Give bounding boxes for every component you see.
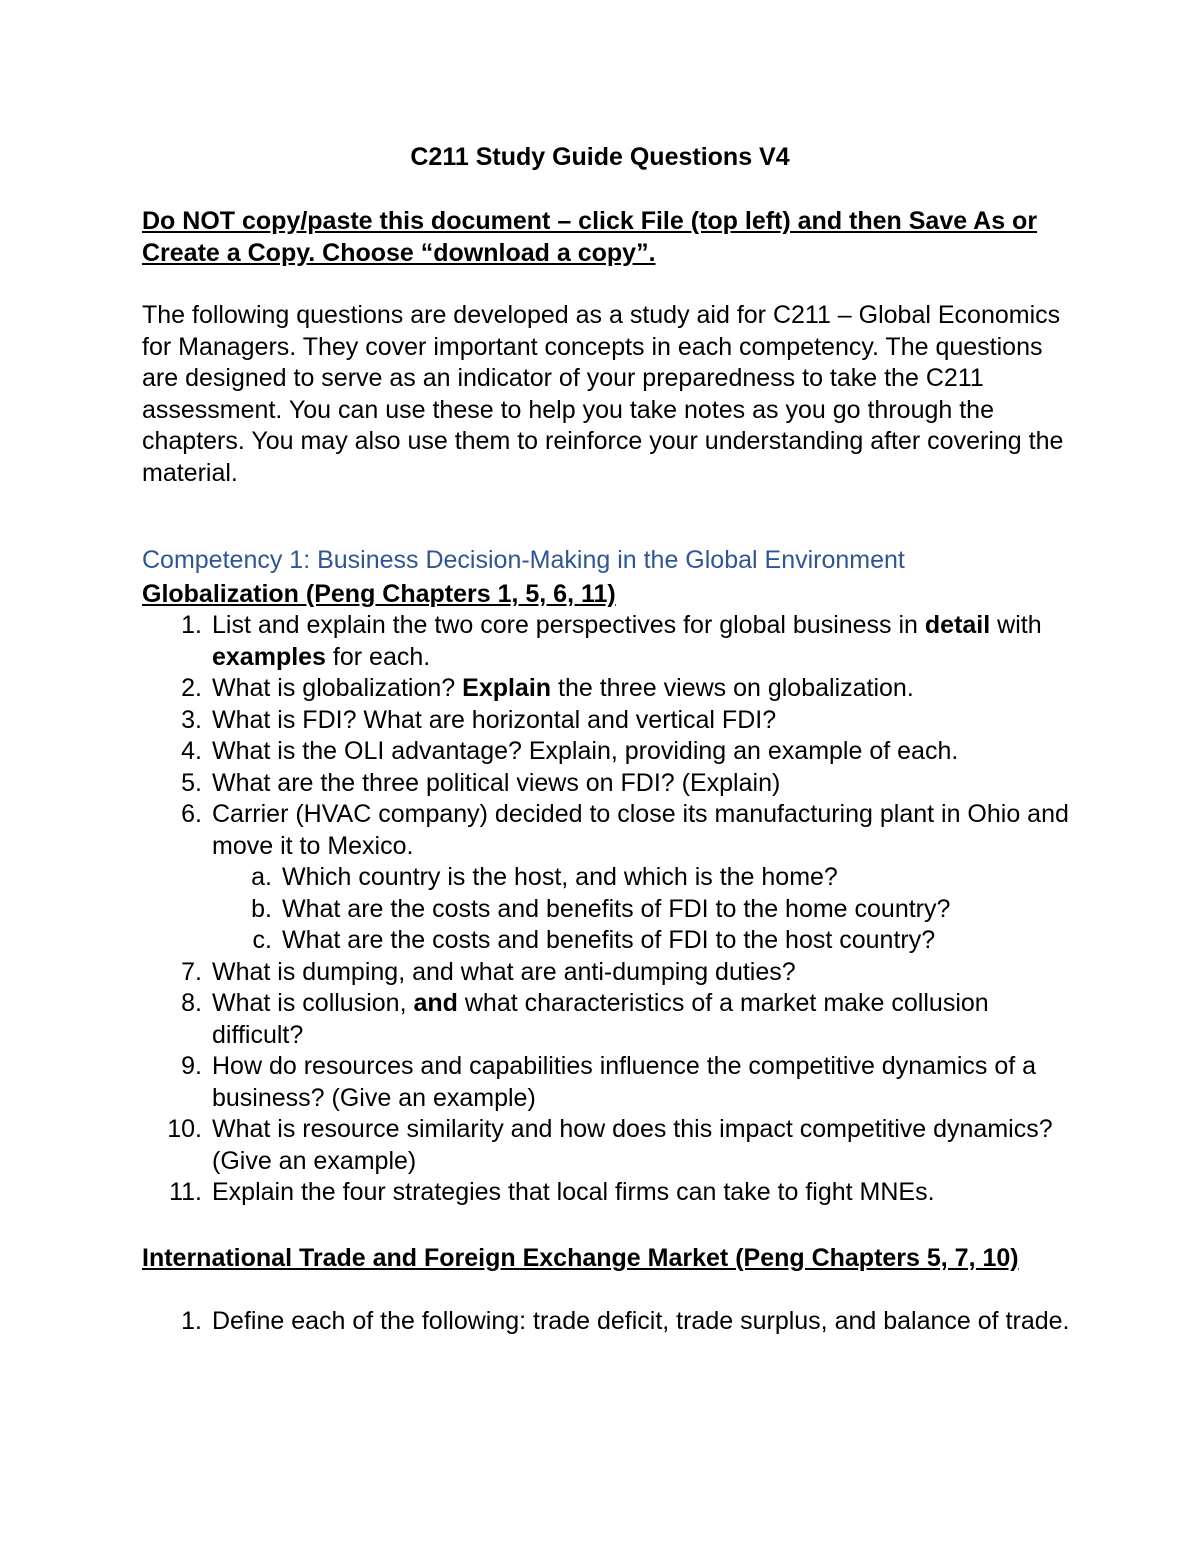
question-number: 7. — [181, 957, 202, 986]
question-number: 5. — [181, 768, 202, 797]
sub-question-list — [212, 862, 1072, 957]
sub-list-item: a. Which country is the host, and which is the home? — [251, 863, 838, 891]
question-number: 11. — [169, 1178, 202, 1206]
question-text: How do resources and capabilities influence the competitive dynamics of a business? (Give an example) — [212, 1052, 1037, 1112]
question-number: 9. — [181, 1052, 202, 1080]
question-number: 1. — [181, 611, 202, 639]
question-text: Carrier (HVAC company) decided to close its manufacturing plant in Ohio and move it to Mexico. — [212, 800, 1069, 860]
intro-paragraph: The following questions are developed as a study aid for C211 – Global Economics for Managers. They cover important concepts in each competency. The questions are designed to serve as an indicator of your preparedness to take the C211 assessment. You can use these to help you take notes as you go through the chapters. You may also use them to reinforce your understanding after covering the material. — [142, 301, 1064, 487]
trade-question-list — [142, 1306, 1072, 1338]
question-text: What is FDI? What are horizontal and vertical FDI? — [212, 705, 777, 734]
list-item — [142, 705, 1072, 737]
competency-heading: Competency 1: Business Decision-Making in the Global Environment — [142, 546, 905, 574]
question-number: 3. — [181, 705, 202, 734]
list-item — [142, 1177, 1072, 1209]
question-text: Explain the four strategies that local firms can take to fight MNEs. — [212, 1178, 935, 1206]
globalization-question-list — [142, 610, 1072, 1209]
list-item: 1. List and explain the two core perspectives for global business in detail with examples for each. — [142, 610, 1072, 673]
list-item — [142, 768, 1072, 800]
list-item — [142, 799, 1072, 957]
list-item — [142, 1051, 1072, 1114]
question-text: Define each of the following: trade deficit, trade surplus, and balance of trade. — [212, 1307, 1070, 1335]
list-item — [142, 1114, 1072, 1177]
copy-warning: Do NOT copy/paste this document – click File (top left) and then Save As or Create a Copy. Choose “download a copy”. — [142, 207, 1038, 267]
question-number: 1. — [181, 1307, 202, 1335]
list-item: 8. What is collusion, and what characteristics of a market make collusion difficult? — [142, 988, 1072, 1051]
sub-list-item: b. What are the costs and benefits of FDI to the home country? — [251, 894, 951, 923]
question-text: What are the three political views on FDI? (Explain) — [212, 768, 781, 797]
question-text: What is resource similarity and how does this impact competitive dynamics? (Give an example) — [212, 1115, 1053, 1175]
list-item — [142, 957, 1072, 989]
question-text: What is dumping, and what are anti-dumping duties? — [212, 957, 796, 986]
list-item — [142, 1306, 1072, 1338]
section-heading-globalization: Globalization (Peng Chapters 1, 5, 6, 11) — [142, 580, 616, 608]
document-title: C211 Study Guide Questions V4 — [410, 143, 790, 171]
question-number: 4. — [181, 737, 202, 765]
section-heading-trade: International Trade and Foreign Exchange Market (Peng Chapters 5, 7, 10) — [142, 1244, 1019, 1272]
question-number: 8. — [181, 989, 202, 1017]
question-number: 6. — [181, 800, 202, 828]
question-number: 2. — [181, 674, 202, 702]
question-number: 10. — [167, 1115, 202, 1143]
list-item: 2. What is globalization? Explain the three views on globalization. — [142, 673, 1072, 705]
sub-list-item: c. What are the costs and benefits of FDI to the host country? — [252, 926, 936, 954]
list-item — [142, 736, 1072, 768]
question-text: What is the OLI advantage? Explain, providing an example of each. — [212, 737, 959, 765]
